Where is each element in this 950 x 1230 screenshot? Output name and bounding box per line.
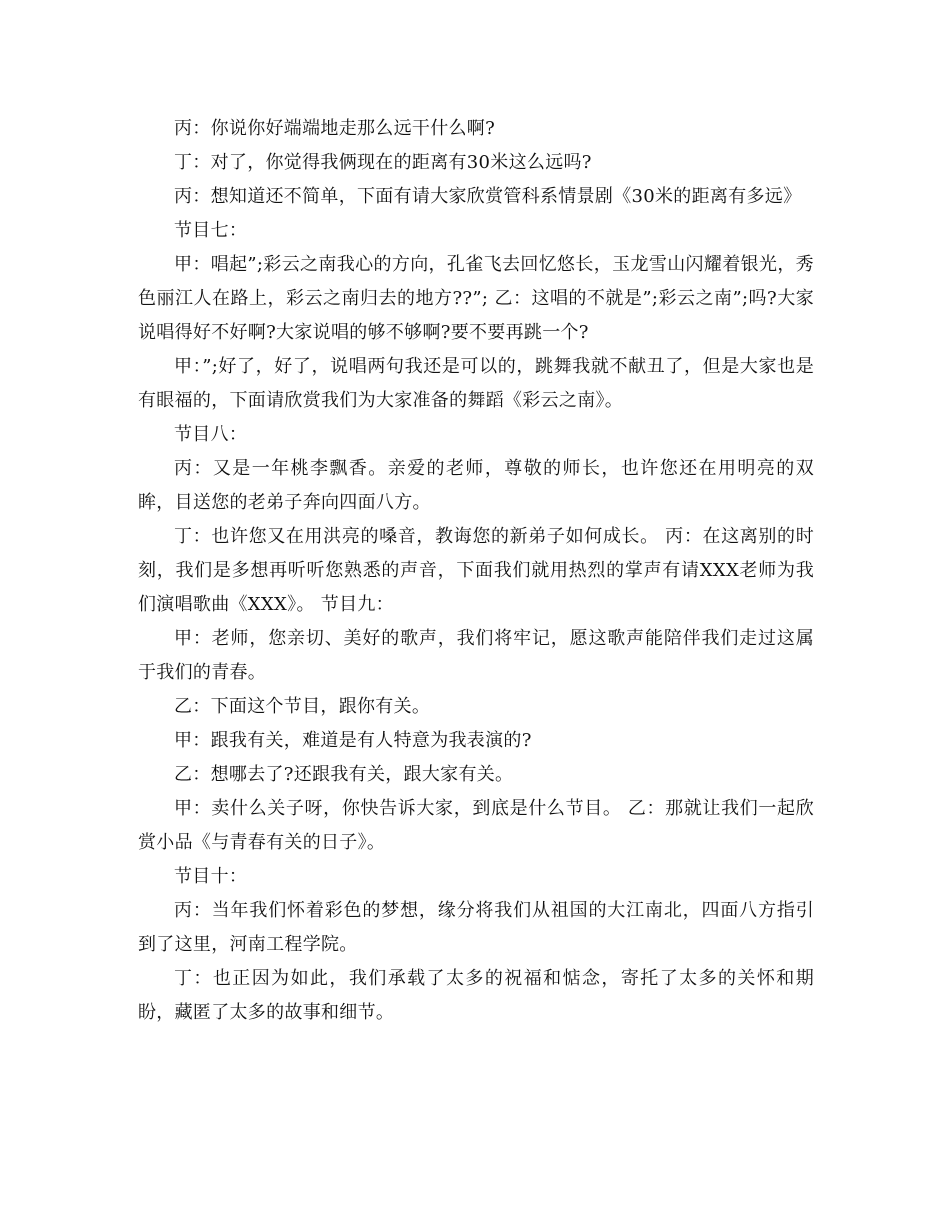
document-body xyxy=(138,112,814,1030)
section-heading: 节目七： xyxy=(174,220,248,241)
paragraph-line: 丙：想知道还不简单，下面有请大家欣赏管科系情景剧《30米的距离有多远》 xyxy=(174,186,802,207)
paragraph-line: 丙：又是一年桃李飘香。亲爱的老师，尊敬的师长，也许您还在用明亮的双眸，目送您的老弟子奔向四面八方。 xyxy=(138,458,814,513)
section-heading: 节目八： xyxy=(174,424,248,445)
paragraph-line: 丁：也正因为如此，我们承载了太多的祝福和惦念，寄托了太多的关怀和期盼，藏匿了太多的故事和细节。 xyxy=(138,968,814,1023)
paragraph-line: 丙：当年我们怀着彩色的梦想，缘分将我们从祖国的大江南北，四面八方指引到了这里，河南工程学院。 xyxy=(138,900,814,955)
paragraph-line: 乙：想哪去了?还跟我有关，跟大家有关。 xyxy=(174,764,514,785)
paragraph-line: 甲：”;好了，好了，说唱两句我还是可以的，跳舞我就不献丑了，但是大家也是有眼福的，下面请欣赏我们为大家准备的舞蹈《彩云之南》。 xyxy=(138,356,814,411)
paragraph-line: 丙：你说你好端端地走那么远干什么啊? xyxy=(174,118,496,139)
paragraph-line: 丁：对了，你觉得我俩现在的距离有30米这么远吗? xyxy=(174,152,592,173)
paragraph-line: 甲：老师，您亲切、美好的歌声，我们将牢记，愿这歌声能陪伴我们走过这属于我们的青春。 xyxy=(138,628,814,683)
paragraph-line: 乙：下面这个节目，跟你有关。 xyxy=(174,696,431,717)
section-heading: 节目十： xyxy=(174,866,248,887)
paragraph-line: 丁：也许您又在用洪亮的嗓音，教诲您的新弟子如何成长。 丙：在这离别的时刻，我们是多想再听听您熟悉的声音，下面我们就用热烈的掌声有请XXX老师为我们演唱歌曲《XXX》。 节目九： xyxy=(138,526,814,615)
paragraph-line: 甲：跟我有关，难道是有人特意为我表演的? xyxy=(174,730,532,751)
paragraph-line: 甲：卖什么关子呀，你快告诉大家，到底是什么节目。 乙：那就让我们一起欣赏小品《与青春有关的日子》。 xyxy=(138,798,814,853)
paragraph-line: 甲：唱起”;彩云之南我心的方向，孔雀飞去回忆悠长，玉龙雪山闪耀着银光，秀色丽江人在路上，彩云之南归去的地方??”; 乙：这唱的不就是”;彩云之南”;吗?大家说唱得好不好啊?大家说唱的够不够啊?要不要再跳一个? xyxy=(138,254,814,343)
